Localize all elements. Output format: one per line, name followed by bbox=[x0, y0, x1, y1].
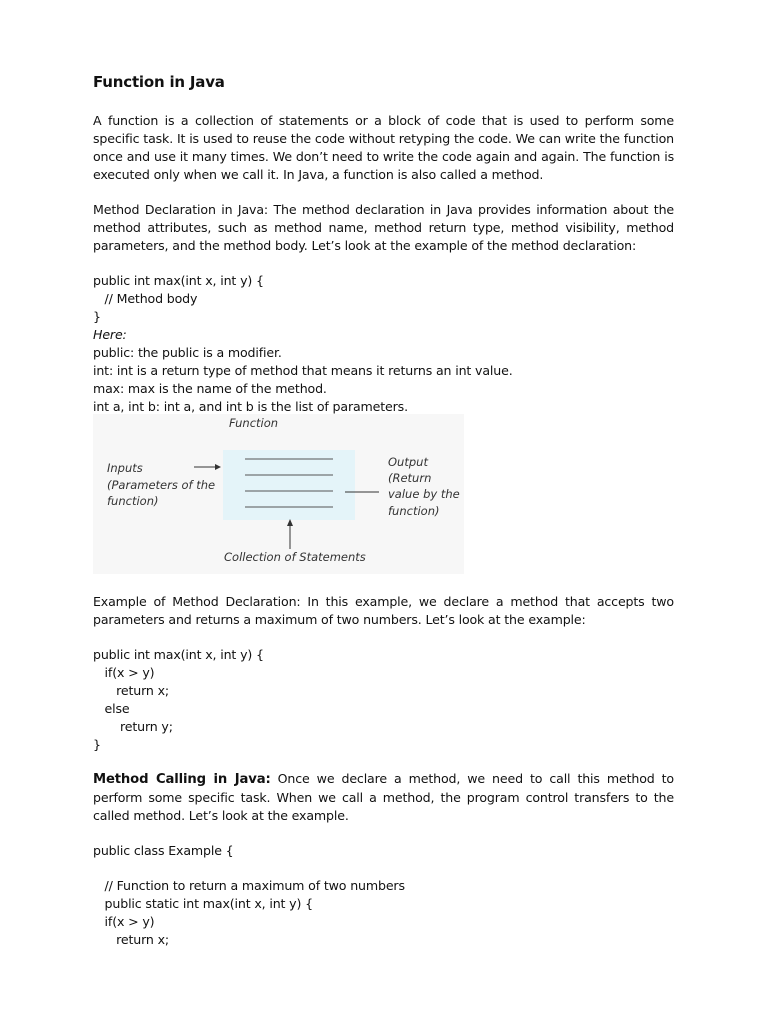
code-line: } bbox=[93, 309, 101, 324]
explanation-line: int a, int b: int a, and int b is the list of parameters. bbox=[93, 399, 408, 414]
code-line: public static int max(int x, int y) { bbox=[93, 896, 313, 911]
output-label: value by the bbox=[388, 487, 460, 501]
example-declaration-paragraph: Example of Method Declaration: In this example, we declare a method that accepts two parameters and returns a maximum of two numbers. Let’s look at the example: bbox=[93, 594, 674, 627]
method-calling-paragraph bbox=[93, 770, 674, 825]
code-line: public int max(int x, int y) { bbox=[93, 647, 264, 662]
output-label: function) bbox=[388, 504, 440, 518]
explanation-line: public: the public is a modifier. bbox=[93, 345, 282, 360]
code-line: if(x > y) bbox=[93, 665, 155, 680]
code-line: public class Example { bbox=[93, 843, 234, 858]
arrow-head-icon bbox=[215, 464, 221, 470]
output-label: (Return bbox=[388, 471, 432, 485]
explanation-line: int: int is a return type of method that means it returns an int value. bbox=[93, 363, 513, 378]
inputs-label: function) bbox=[107, 494, 159, 508]
collection-label: Collection of Statements bbox=[224, 550, 366, 564]
method-calling-text: Once we declare a method, we need to call this method to perform some specific task. When we call a method, the program control transfers to the called method. Let’s look at the example. bbox=[93, 771, 674, 823]
code-line: else bbox=[93, 701, 130, 716]
diagram-title: Function bbox=[229, 416, 279, 430]
function-diagram bbox=[93, 414, 464, 574]
output-label: Output bbox=[388, 455, 428, 469]
arrow-head-icon bbox=[287, 519, 293, 526]
method-calling-heading: Method Calling in Java: bbox=[93, 772, 271, 787]
code-line: } bbox=[93, 737, 101, 752]
intro-paragraph: A function is a collection of statements or a block of code that is used to perform some specific task. It is used to reuse the code without retyping the code. We can write the function once and use it many times. We don’t need to write the code again and again. The function is executed only when we call it. In Java, a function is also called a method. bbox=[93, 113, 674, 182]
code-line: return x; bbox=[93, 932, 169, 947]
method-declaration-paragraph: Method Declaration in Java: The method declaration in Java provides information about the method attributes, such as method name, method return type, method visibility, method parameters, and the method body. Let’s look at the example of the method declaration: bbox=[93, 202, 674, 253]
inputs-label: (Parameters of the bbox=[107, 478, 216, 492]
code-line: return y; bbox=[93, 719, 173, 734]
explanation-line: max: max is the name of the method. bbox=[93, 381, 327, 396]
code-line: public int max(int x, int y) { bbox=[93, 273, 264, 288]
code-line: return x; bbox=[93, 683, 169, 698]
here-label: Here: bbox=[93, 327, 127, 342]
code-line: // Method body bbox=[93, 291, 198, 306]
statements-box bbox=[223, 450, 355, 520]
inputs-label: Inputs bbox=[107, 461, 143, 475]
page-title: Function in Java bbox=[93, 73, 225, 91]
code-line: if(x > y) bbox=[93, 914, 155, 929]
code-line: // Function to return a maximum of two numbers bbox=[93, 878, 405, 893]
